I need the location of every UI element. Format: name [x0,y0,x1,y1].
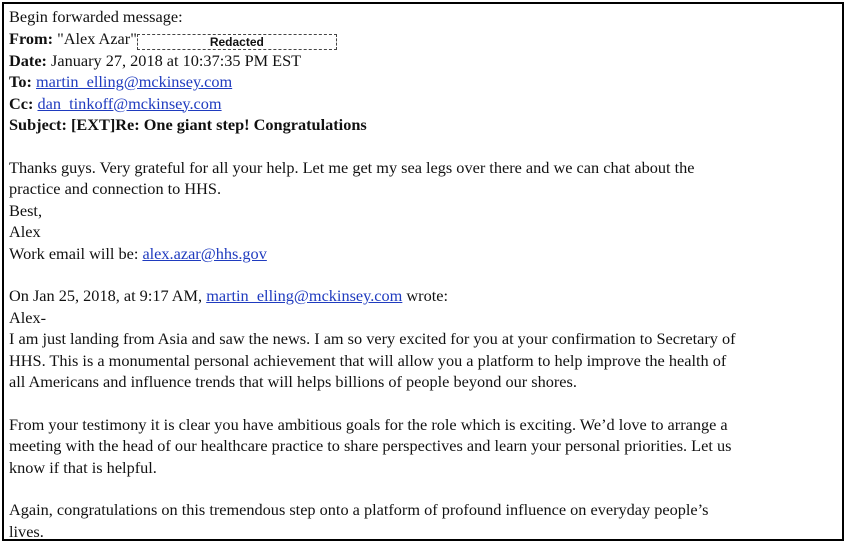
cc-email-link[interactable]: dan_tinkoff@mckinsey.com [37,93,222,113]
email-content [9,6,838,541]
quoted-p3-line-1: Again, congratulations on this tremendous step onto a platform of profound influence on everyday people’s [9,500,709,519]
quoted-greeting: Alex- [9,307,47,327]
quoted-p2-line-2: meeting with the head of our healthcare practice to share perspectives and learn your personal priorities. Let us [9,436,732,455]
work-email-row [9,243,838,265]
quoted-p1-line-3: all Americans and influence trends that will helps billions of people beyond our shores. [9,372,577,391]
spacer [9,264,838,285]
quoted-p2-line-3: know if that is helpful. [9,457,157,477]
reply-line-2: practice and connection to HHS. [9,179,222,198]
subject-label: Subject: [9,115,67,134]
reply-signoff: Best, [9,200,43,220]
work-email-link[interactable]: alex.azar@hhs.gov [142,243,267,263]
to-label: To: [9,72,32,91]
quoted-p2-line-1: From your testimony it is clear you have ambitious goals for the role which is exciting. We’d love to arrange a [9,414,728,434]
to-row [9,71,838,93]
quoted-sender-link[interactable]: martin_elling@mckinsey.com [206,286,403,305]
forwarded-label: Begin forwarded message: [9,7,183,26]
to-email-link[interactable]: martin_elling@mckinsey.com [36,72,233,91]
date-value: January 27, 2018 at 10:37:35 PM EST [51,50,302,70]
subject-row [9,114,838,136]
date-label: Date: [9,50,47,70]
quoted-intro [9,285,838,307]
redacted-box: Redacted [137,34,337,50]
reply-name: Alex [9,222,41,241]
email-frame [2,2,844,541]
work-email-label: Work email will be: [9,243,139,263]
spacer [9,136,838,157]
cc-row [9,93,838,115]
quoted-intro-prefix: On Jan 25, 2018, at 9:17 AM, [9,286,203,305]
quoted-p1-line-1: I am just landing from Asia and saw the news. I am so very excited for you at your confirmation to Secretary of [9,329,736,348]
from-row [9,28,838,50]
quoted-p1-line-2: HHS. This is a monumental personal achievement that will allow you a platform to help improve the health of [9,350,727,370]
reply-line-1: Thanks guys. Very grateful for all your help. Let me get my sea legs over there and we can chat about the [9,157,695,177]
quoted-intro-suffix: wrote: [406,286,449,305]
spacer [9,393,838,414]
spacer [9,478,838,499]
from-label: From: [9,28,54,48]
quoted-p3-line-2: lives. [9,521,44,541]
from-name: "Alex Azar" [57,28,137,48]
cc-label: Cc: [9,93,34,113]
subject-value: [EXT]Re: One giant step! Congratulations [70,115,367,134]
date-row [9,50,838,72]
